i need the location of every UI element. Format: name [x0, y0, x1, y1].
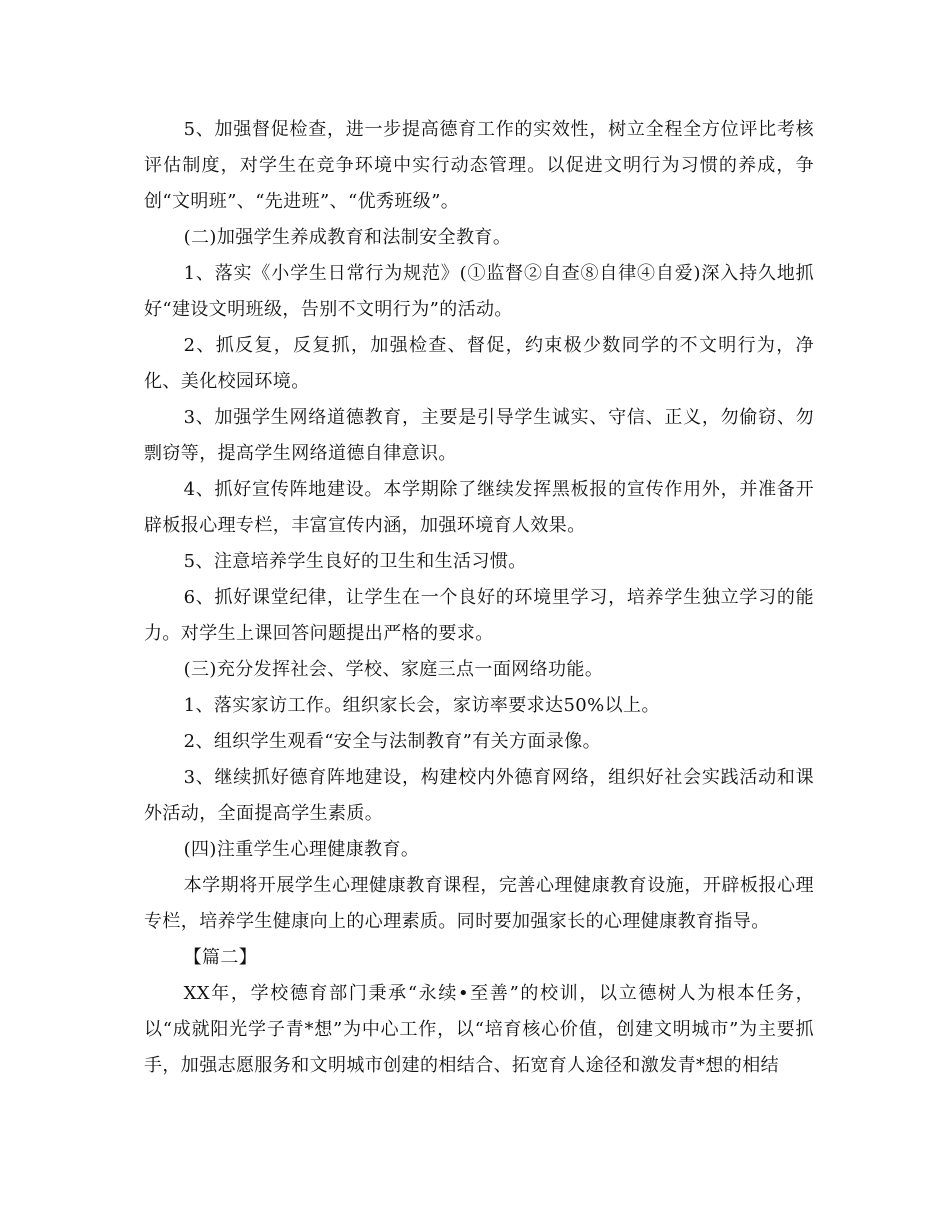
section-heading-3: (三)充分发挥社会、学校、家庭三点一面网络功能。 — [183, 659, 604, 680]
paragraph-item-3-network-ethics: 3、加强学生网络道德教育，主要是引导学生诚实、守信、正义，勿偷窃、勿剽窃等，提高学生网络道德自律意识。 — [144, 407, 814, 464]
paragraph-item-5-hygiene: 5、注意培养学生良好的卫生和生活习惯。 — [183, 551, 527, 572]
paragraph-item-4-publicity: 4、抓好宣传阵地建设。本学期除了继续发挥黑板报的宣传作用外，并准备开辟板报心理专栏，丰富宣传内涵，加强环境育人效果。 — [144, 479, 814, 536]
paragraph-part-two-intro: XX年，学校德育部门秉承“永续•至善”的校训，以立德树人为根本任务，以“成就阳光学子青*想”为中心工作，以“培育核心价值，创建文明城市”为主要抓手，加强志愿服务和文明城市创建的相结合、拓宽育人途径和激发青*想的相结 — [144, 983, 814, 1076]
paragraph-mental-health: 本学期将开展学生心理健康教育课程，完善心理健康教育设施，开辟板报心理专栏，培养学生健康向上的心理素质。同时要加强家长的心理健康教育指导。 — [144, 875, 814, 932]
section-heading-2: (二)加强学生养成教育和法制安全教育。 — [183, 227, 512, 248]
paragraph-item-3-moral-network: 3、继续抓好德育阵地建设，构建校内外德育网络，组织好社会实践活动和课外活动，全面提高学生素质。 — [144, 767, 814, 824]
section-heading-4: (四)注重学生心理健康教育。 — [183, 839, 420, 860]
paragraph-item-6-discipline: 6、抓好课堂纪律，让学生在一个良好的环境里学习，培养学生独立学习的能力。对学生上课回答问题提出严格的要求。 — [144, 587, 814, 644]
paragraph-item-1-norms: 1、落实《小学生日常行为规范》(①监督②自查⑧自律④自爱)深入持久地抓好“建设文明班级，告别不文明行为”的活动。 — [144, 263, 814, 320]
chapter-heading-part-two: 【篇二】 — [183, 947, 258, 968]
paragraph-item-2-repetition: 2、抓反复，反复抓，加强检查、督促，约束极少数同学的不文明行为，净化、美化校园环境。 — [144, 335, 814, 392]
paragraph-item-5-supervision: 5、加强督促检查，进一步提高德育工作的实效性，树立全程全方位评比考核评估制度，对学生在竞争环境中实行动态管理。以促进文明行为习惯的养成，争创“文明班”、“先进班”、“优秀班级”。 — [144, 119, 814, 212]
paragraph-item-1-home-visit: 1、落实家访工作。组织家长会，家访率要求达50%以上。 — [183, 695, 660, 716]
document-body — [144, 112, 814, 1084]
paragraph-item-2-video: 2、组织学生观看“安全与法制教育”有关方面录像。 — [183, 731, 602, 752]
